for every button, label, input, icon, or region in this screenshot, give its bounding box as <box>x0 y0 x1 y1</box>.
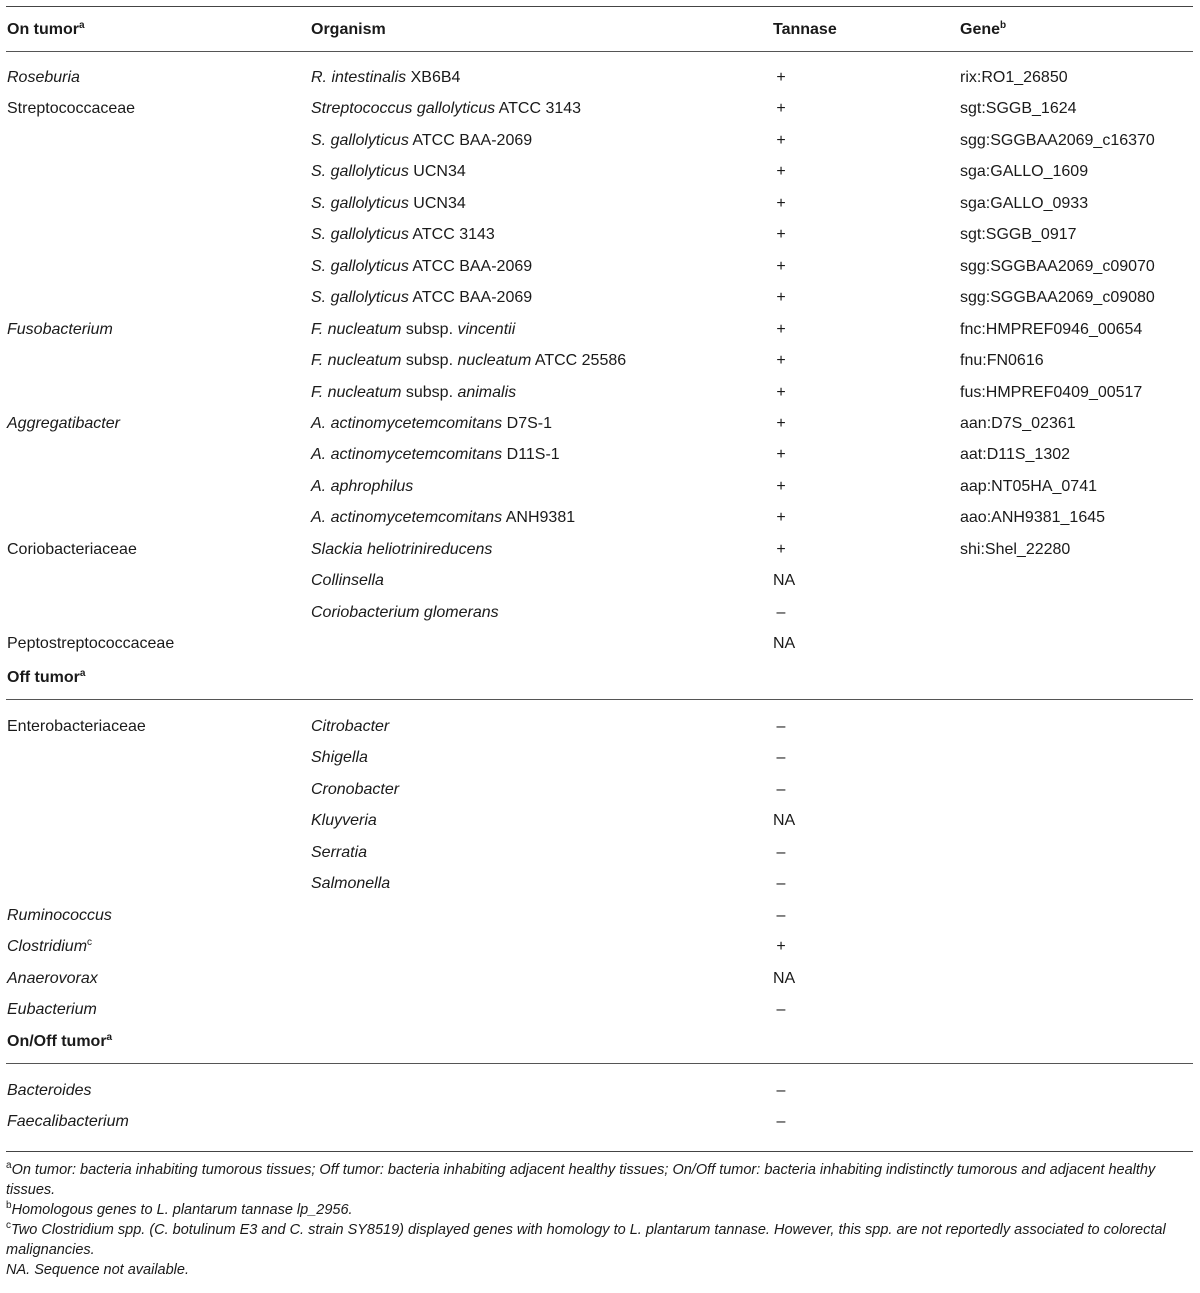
tannase-value: NA <box>773 969 796 987</box>
taxon-label: Streptococcaceae <box>7 100 136 118</box>
organism-strain: ATCC 3143 <box>495 100 582 118</box>
tannase-value: – <box>776 1113 786 1131</box>
organism-name <box>311 225 495 245</box>
tannase-value: – <box>776 843 786 861</box>
organism-species: S. gallolyticus <box>311 131 409 149</box>
tannase-value: – <box>776 780 786 798</box>
tannase-value: + <box>776 509 786 527</box>
organism-species: A. actinomycetemcomitans <box>311 414 503 432</box>
taxon-label <box>7 906 112 926</box>
tannase-value: + <box>776 446 786 464</box>
tannase-value: + <box>776 131 786 149</box>
gene-id: sgg:SGGBAA2069_c16370 <box>960 131 1155 149</box>
gene-id: sgt:SGGB_1624 <box>960 100 1077 118</box>
organism-strain: ANH9381 <box>502 509 576 527</box>
taxon-name: Clostridium <box>7 938 88 956</box>
organism-strain: ATCC BAA-2069 <box>408 257 533 275</box>
tannase-value: – <box>776 906 786 924</box>
organism-species: F. nucleatum <box>311 352 402 370</box>
tannase-value: + <box>776 257 786 275</box>
organism-name <box>311 162 466 182</box>
organism-species: S. gallolyticus <box>311 257 409 275</box>
organism-strain: ATCC BAA-2069 <box>408 131 533 149</box>
organism-name <box>311 383 516 403</box>
organism-species: Streptococcus gallolyticus <box>311 100 496 118</box>
footnote-marker: c <box>87 937 93 949</box>
taxon-label: Aggregatibacter <box>7 414 120 432</box>
organism-species: S. gallolyticus <box>311 194 409 212</box>
organism-name <box>311 508 575 528</box>
header-bottom-rule <box>6 51 1193 52</box>
taxon-label <box>7 969 98 989</box>
organism-species: Collinsella <box>311 572 384 590</box>
gene-id: fnu:FN0616 <box>960 352 1044 370</box>
footnote-c: $^c$Two Clostridium spp. (C. botulinum E3 and C. strain SY8519) displayed genes with homology to L. plantarum tannase. However, this spp. are not reportedly associated to colorectal malignancies. <box>6 1220 1166 1258</box>
tannase-value: + <box>776 100 786 118</box>
organism-name <box>311 288 532 308</box>
organism-subspecies: animalis <box>457 383 517 401</box>
organism-name: Cronobacter <box>311 780 400 798</box>
tannase-value: + <box>776 352 786 370</box>
tannase-value: NA <box>773 572 796 590</box>
taxon-name: Eubacterium <box>7 1001 97 1019</box>
organism-name <box>311 68 460 88</box>
footnotes <box>6 1160 1194 1280</box>
organism-name <box>311 414 552 434</box>
organism-species: F. nucleatum <box>311 320 402 338</box>
gene-id: aap:NT05HA_0741 <box>960 477 1097 495</box>
gene-id: fus:HMPREF0409_00517 <box>960 383 1143 401</box>
tannase-value: + <box>776 938 786 956</box>
taxon-label: Bacteroides <box>7 1082 92 1099</box>
tannase-value: – <box>776 718 786 735</box>
gene-id: aao:ANH9381_1645 <box>960 509 1106 527</box>
tannase-value: NA <box>773 635 796 653</box>
organism-name <box>311 540 492 560</box>
taxon-label: Enterobacteriaceae <box>7 718 146 735</box>
table-bottom-rule <box>6 1151 1193 1152</box>
footnote-a: $^a$On tumor: bacteria inhabiting tumorous tissues; Off tumor: bacteria inhabiting adjacent healthy tissues; On/Off tumor: bacteria inhabiting indistinctly tumorous and adjacent healthy tissues. <box>6 1160 1156 1198</box>
onoff-tumor-rule <box>6 1063 1193 1064</box>
tannase-value: NA <box>773 812 796 830</box>
organism-species: S. gallolyticus <box>311 289 409 307</box>
gene-id: rix:RO1_26850 <box>960 69 1068 86</box>
organism-strain: UCN34 <box>408 194 466 212</box>
header-organism: Organism <box>311 21 386 38</box>
organism-strain: UCN34 <box>408 163 466 181</box>
onoff-tumor-heading: On/Off tumor$^a$ <box>7 1032 113 1050</box>
taxon-label: Faecalibacterium <box>7 1113 129 1131</box>
off-tumor-heading: Off tumor$^a$ <box>7 668 86 686</box>
organism-name <box>311 194 466 214</box>
organism-name <box>311 603 499 623</box>
organism-species: A. aphrophilus <box>311 477 414 495</box>
gene-id: sgg:SGGBAA2069_c09080 <box>960 289 1155 307</box>
organism-name: Shigella <box>311 749 368 767</box>
gene-id: aat:D11S_1302 <box>960 446 1071 464</box>
gene-id: sgt:SGGB_0917 <box>960 226 1077 244</box>
organism-species: F. nucleatum <box>311 383 402 401</box>
gene-id: sga:GALLO_1609 <box>960 163 1089 181</box>
tannase-value: + <box>776 289 786 307</box>
tannase-value: – <box>776 1082 786 1099</box>
tannase-value: + <box>776 477 786 495</box>
organism-species: S. gallolyticus <box>311 163 409 181</box>
organism-strain: ATCC BAA-2069 <box>408 289 533 307</box>
organism-name <box>311 257 532 277</box>
tannase-value: + <box>776 163 786 181</box>
tannase-value: + <box>776 194 786 212</box>
organism-species: A. actinomycetemcomitans <box>311 509 503 527</box>
tannase-value: + <box>776 383 786 401</box>
taxon-label: Fusobacterium <box>7 320 113 338</box>
organism-name <box>311 99 581 119</box>
tannase-value: – <box>776 749 786 767</box>
gene-id: shi:Shel_22280 <box>960 540 1071 558</box>
organism-strain: XB6B4 <box>406 69 461 86</box>
taxon-label: Coriobacteriaceae <box>7 540 137 558</box>
tannase-value: + <box>776 540 786 558</box>
organism-subspecies: nucleatum <box>457 352 532 370</box>
organism-name: Salmonella <box>311 875 391 893</box>
gene-id: aan:D7S_02361 <box>960 414 1076 432</box>
organism-species: S. gallolyticus <box>311 226 409 244</box>
taxon-name: Ruminococcus <box>7 906 112 924</box>
tannase-value: + <box>776 69 786 86</box>
organism-name <box>311 351 626 371</box>
organism-name: Kluyveria <box>311 812 377 830</box>
tannase-value: – <box>776 1001 786 1019</box>
table-top-rule <box>6 6 1193 7</box>
organism-strain: D7S-1 <box>502 414 552 432</box>
taxon-label: Roseburia <box>7 69 80 86</box>
organism-name: Citrobacter <box>311 718 390 735</box>
taxon-label <box>7 1000 97 1020</box>
gene-id: sgg:SGGBAA2069_c09070 <box>960 257 1155 275</box>
organism-strain: D11S-1 <box>502 446 560 464</box>
tannase-value: – <box>776 875 786 893</box>
organism-species: A. actinomycetemcomitans <box>311 446 503 464</box>
footnote-b: $^b$Homologous genes to L. plantarum tannase lp_2956. <box>6 1200 353 1218</box>
organism-species: Slackia heliotrinireducens <box>311 540 493 558</box>
tannase-value: – <box>776 603 786 621</box>
organism-name: Serratia <box>311 843 368 861</box>
gene-id: sga:GALLO_0933 <box>960 194 1089 212</box>
footnote-na: NA. Sequence not available. <box>6 1262 189 1278</box>
gene-id: fnc:HMPREF0946_00654 <box>960 320 1143 338</box>
taxon-label: Peptostreptococcaceae <box>7 635 175 653</box>
tannase-value: + <box>776 414 786 432</box>
organism-species: R. intestinalis <box>311 69 407 86</box>
organism-strain: ATCC 3143 <box>408 226 495 244</box>
taxon-name: Anaerovorax <box>7 969 98 987</box>
off-tumor-rule <box>6 699 1193 700</box>
organism-strain: subsp. <box>401 383 458 401</box>
organism-subspecies: vincentii <box>457 320 516 338</box>
organism-strain: subsp. <box>401 320 458 338</box>
organism-name <box>311 445 560 465</box>
header-on-tumor: On tumor$^a$ <box>7 20 85 38</box>
organism-name <box>311 477 413 497</box>
organism-strain: subsp. <box>401 352 458 370</box>
tannase-value: + <box>776 226 786 244</box>
taxon-label <box>7 937 92 957</box>
tannase-value: + <box>776 320 786 338</box>
header-gene: Gene$^b$ <box>960 20 1007 38</box>
organism-name <box>311 131 532 151</box>
header-tannase: Tannase <box>773 21 837 38</box>
organism-name <box>311 320 515 340</box>
organism-species: Coriobacterium glomerans <box>311 603 499 621</box>
organism-name <box>311 571 384 591</box>
organism-strain: ATCC 25586 <box>531 352 627 370</box>
